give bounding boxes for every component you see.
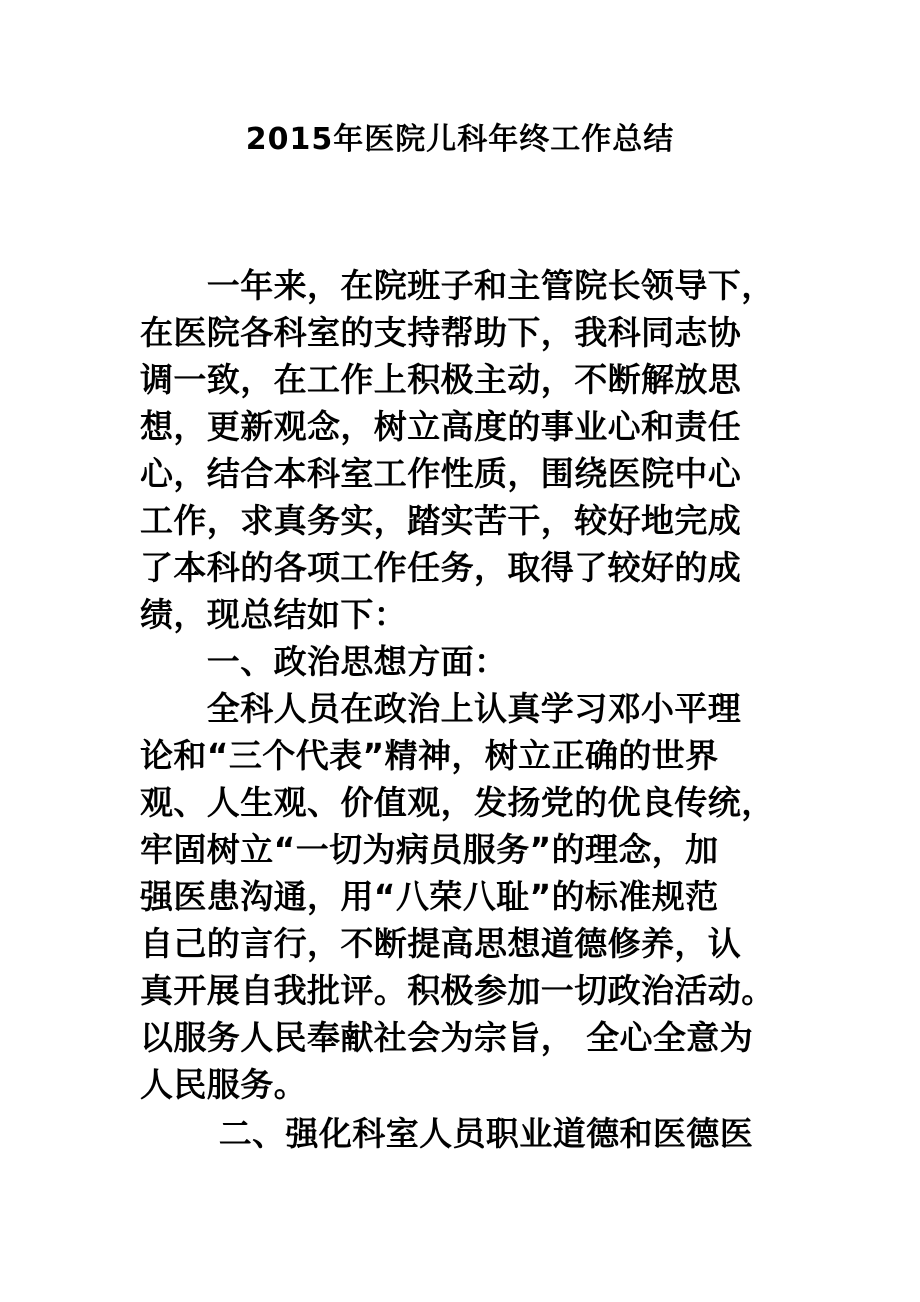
body-line: 论和“三个代表”精神，树立正确的世界 [140,736,719,775]
body-line: 工作，求真务实，踏实苦干，较好地完成 [140,501,742,540]
body-line: 想，更新观念，树立高度的事业心和责任 [140,407,742,446]
section-heading: 二、强化科室人员职业道德和医德医 [140,1114,754,1153]
body-line: 了本科的各项工作任务，取得了较好的成 [140,548,742,587]
body-line: 一年来，在院班子和主管院长领导下， [140,266,775,305]
body-line: 真开展自我批评。积极参加一切政治活动。 [140,971,775,1010]
body-line: 观、人生观、价值观，发扬党的优良传统， [140,783,775,822]
body-line: 在医院各科室的支持帮助下，我科同志协 [140,313,742,352]
section-heading: 一、政治思想方面： [140,642,508,681]
body-line: 人民服务。 [140,1065,307,1104]
body-line: 全科人员在政治上认真学习邓小平理 [140,689,742,728]
body-line: 牢固树立“一切为病员服务”的理念，加 [140,830,719,869]
body-line: 调一致，在工作上积极主动，不断解放思 [140,360,742,399]
body-line: 绩，现总结如下： [140,595,408,634]
body-line: 心，结合本科室工作性质，围绕医院中心 [140,454,742,493]
body-line: 强医患沟通，用“八荣八耻”的标准规范 [140,877,719,916]
body-line: 自己的言行，不断提高思想道德修养，认 [140,924,742,963]
document-title: 2015年医院儿科年终工作总结 [245,122,675,157]
body-line: 以服务人民奉献社会为宗旨， 全心全意为 [140,1018,754,1057]
